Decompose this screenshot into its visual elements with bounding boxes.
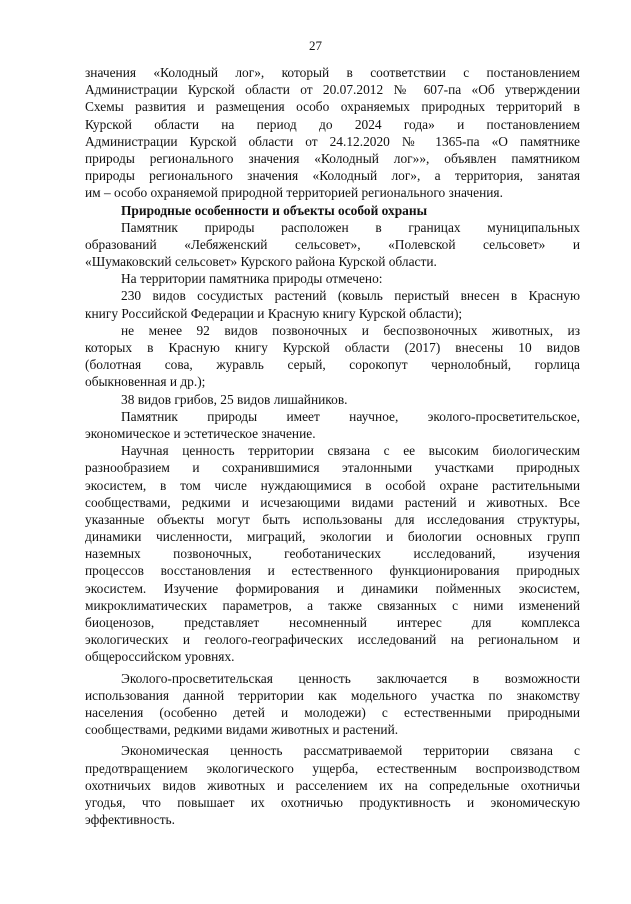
text-line: обыкновенная и др.); — [85, 374, 206, 390]
page-number: 27 — [309, 38, 322, 53]
text-line: предотвращением экологического ущерба, естественным воспроизводством — [85, 760, 580, 776]
text-line: Администрации Курской области от 24.12.2020 № 1365-па «О памятнике — [85, 133, 580, 149]
text-line: экосистем, в том числе нуждающимися в особой охране растительными — [85, 477, 580, 493]
text-line: Памятник природы расположен в границах муниципальных — [121, 219, 580, 235]
text-line: Экономическая ценность рассматриваемой территории связана с — [121, 743, 580, 759]
text-line: Схемы развития и размещения особо охраняемых природных территорий в — [85, 99, 580, 115]
text-line: 38 видов грибов, 25 видов лишайников. — [121, 391, 348, 407]
text-line: использования данной территории как модельного участка по знакомству — [85, 687, 580, 703]
text-line: Курской области на период до 2024 года» и постановлением — [85, 116, 580, 132]
text-line: экономическое и эстетическое значение. — [85, 425, 316, 441]
text-line: наземных позвоночных, геоботанических исследований, изучения — [85, 546, 580, 562]
text-line: процессов восстановления и естественного функционирования природных — [85, 563, 580, 579]
text-line: населения (особенно детей и молодежи) с естественными природными — [85, 704, 580, 720]
text-line: Администрации Курской области от 20.07.2012 № 607-па «Об утверждении — [85, 82, 580, 98]
text-line: указанные объекты могут быть использованы для исследования структуры, — [85, 511, 580, 527]
text-line: На территории памятника природы отмечено: — [121, 271, 383, 287]
text-line: сообществами, редкими видами животных и растений. — [85, 722, 399, 738]
text-line: сообществами, редкими и исчезающими видами растений и животных. Все — [85, 494, 580, 510]
text-line: разнообразием и сохранившимися эталонными участками природных — [85, 460, 580, 476]
text-line: Научная ценность территории связана с ее высоким биологическим — [121, 443, 580, 459]
text-line: книгу Российской Федерации и Красную книгу Курской области); — [85, 305, 463, 321]
text-line: экологических и геолого-географических исследований на региональном и — [85, 632, 580, 648]
text-line: динамики численности, миграций, экологии и биологии основных групп — [85, 529, 580, 545]
text-line: природы регионального значения «Колодный лог»», объявлен памятником — [85, 150, 580, 166]
text-line: 230 видов сосудистых растений (ковыль перистый внесен в Красную — [121, 288, 580, 304]
text-line: им – особо охраняемой природной территорией регионального значения. — [85, 185, 503, 201]
text-line: экосистем. Изучение формирования и динамики пойменных экосистем, — [85, 580, 580, 596]
text-line: Памятник природы имеет научное, эколого-просветительское, — [121, 408, 580, 424]
document-body — [85, 64, 580, 828]
text-line: не менее 92 видов позвоночных и беспозвоночных животных, из — [121, 322, 580, 338]
section-heading: Природные особенности и объекты особой охраны — [121, 202, 428, 218]
text-line: образований «Лебяженский сельсовет», «Полевской сельсовет» и — [85, 236, 580, 252]
text-line: угодья, что повышает их охотничью продуктивность и экономическую — [85, 794, 580, 810]
text-line: природы регионального значения «Колодный лог», а территория, занятая — [85, 168, 580, 184]
text-line: микроклиматических параметров, а также связанных с ними изменений — [85, 597, 580, 613]
text-line: биоценозов, представляет несомненный интерес для комплекса — [85, 615, 580, 630]
text-line: (болотная сова, журавль серый, сорокопут чернолобный, горлица — [85, 357, 580, 373]
text-line: охотничьих видов животных и расселением их на сопредельные охотничьи — [85, 777, 580, 793]
text-line: эффективность. — [85, 812, 176, 828]
text-line: «Шумаковский сельсовет» Курского района Курской области. — [85, 254, 437, 270]
text-line: значения «Колодный лог», который в соответствии с постановлением — [85, 65, 580, 80]
text-line: которых в Красную книгу Курской области (2017) внесены 10 видов — [85, 340, 580, 355]
text-line: Эколого-просветительская ценность заключается в возможности — [121, 670, 580, 686]
text-line: общероссийском уровнях. — [85, 649, 235, 665]
